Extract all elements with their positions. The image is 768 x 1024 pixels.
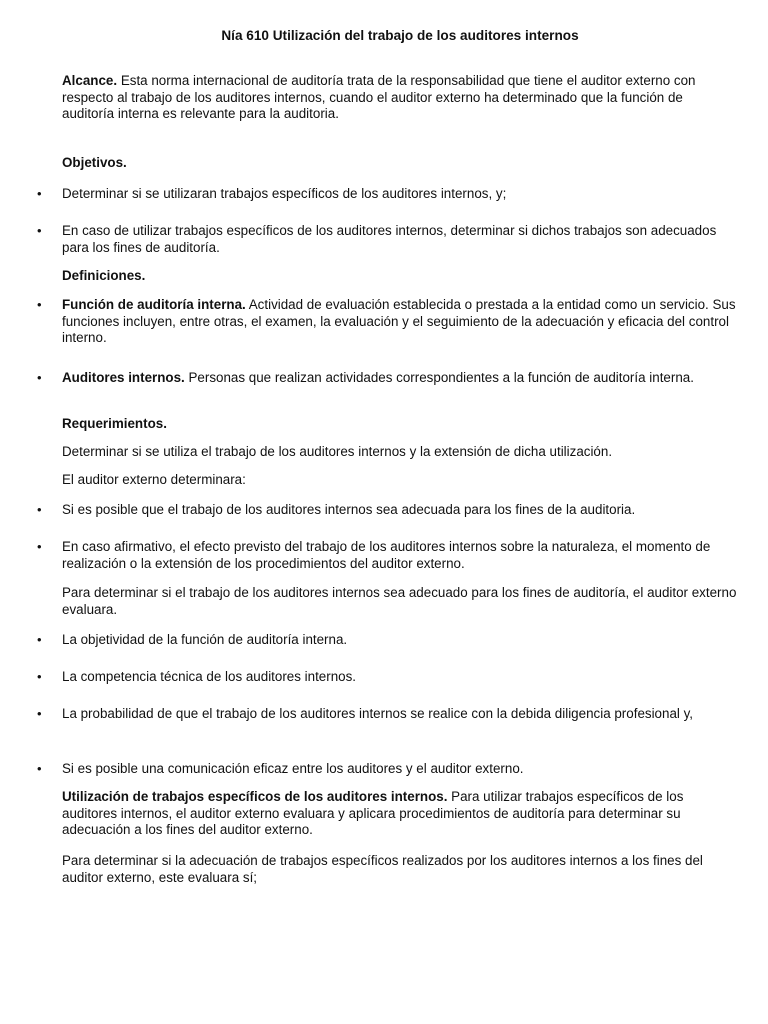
bullet-icon: • xyxy=(37,669,42,684)
list-item xyxy=(37,370,742,387)
list-item-text: La objetividad de la función de auditoría interna. xyxy=(62,632,348,647)
definition-text: Actividad de evaluación establecida o prestada a la entidad como un servicio. Sus funciones incluyen, entre otras, el examen, la evaluación y el seguimiento de la adecuación y eficacia del control interno. xyxy=(62,297,736,346)
requerimientos-heading: Requerimientos. xyxy=(62,416,167,431)
alcance-paragraph xyxy=(62,73,732,123)
definiciones-heading: Definiciones. xyxy=(62,268,146,283)
bullet-icon: • xyxy=(37,706,42,721)
paragraph: Determinar si se utiliza el trabajo de los auditores internos y la extensión de dicha utilización. xyxy=(62,444,613,459)
list-item-text: Determinar si se utilizaran trabajos específicos de los auditores internos, y; xyxy=(62,186,507,201)
paragraph: Para determinar si el trabajo de los auditores internos sea adecuado para los fines de auditoría, el auditor externo evaluara. xyxy=(62,585,737,617)
bullet-icon: • xyxy=(37,297,42,312)
paragraph: Para determinar si la adecuación de trabajos específicos realizados por los auditores internos a los fines del auditor externo, este evaluara sí; xyxy=(62,853,703,885)
list-item xyxy=(37,186,742,203)
list-item-text: Si es posible que el trabajo de los auditores internos sea adecuada para los fines de la auditoria. xyxy=(62,502,636,517)
bullet-icon: • xyxy=(37,761,42,776)
alcance-text: Esta norma internacional de auditoría trata de la responsabilidad que tiene el auditor externo con respecto al trabajo de los auditores internos, cuando el auditor externo ha determinado que la función de auditoría interna es relevante para la auditoria. xyxy=(62,73,696,122)
bullet-icon: • xyxy=(37,370,42,385)
list-item xyxy=(37,502,742,519)
bullet-icon: • xyxy=(37,539,42,554)
utilizacion-label: Utilización de trabajos específicos de los auditores internos. xyxy=(62,789,448,804)
bullet-icon: • xyxy=(37,632,42,647)
list-item-text: Si es posible una comunicación eficaz entre los auditores y el auditor externo. xyxy=(62,761,524,776)
list-item xyxy=(37,297,742,347)
utilizacion-paragraph xyxy=(62,789,742,839)
list-item xyxy=(37,706,742,723)
list-item xyxy=(37,761,742,778)
paragraph: El auditor externo determinara: xyxy=(62,472,246,487)
utilizacion-text: Para utilizar trabajos específicos de los auditores internos, el auditor externo evaluara y aplicara procedimientos de auditoría para determinar su adecuación a los fines del auditor externo. xyxy=(62,789,684,838)
alcance-label: Alcance. xyxy=(62,73,118,88)
bullet-icon: • xyxy=(37,223,42,238)
list-item xyxy=(37,223,742,256)
list-item-text: En caso afirmativo, el efecto previsto del trabajo de los auditores internos sobre la naturaleza, el momento de realización o la extensión de los procedimientos del auditor externo. xyxy=(62,539,711,571)
list-item-text: La probabilidad de que el trabajo de los auditores internos se realice con la debida diligencia profesional y, xyxy=(62,706,694,721)
definition-term: Función de auditoría interna. xyxy=(62,297,246,312)
bullet-icon: • xyxy=(37,186,42,201)
list-item-text: La competencia técnica de los auditores internos. xyxy=(62,669,357,684)
list-item xyxy=(37,632,742,649)
list-item xyxy=(37,669,742,686)
list-item-text: En caso de utilizar trabajos específicos de los auditores internos, determinar si dichos trabajos son adecuados para los fines de auditoría. xyxy=(62,223,717,255)
definition-term: Auditores internos. xyxy=(62,370,185,385)
document-title: Nía 610 Utilización del trabajo de los auditores internos xyxy=(221,28,579,43)
definition-text: Personas que realizan actividades correspondientes a la función de auditoría interna. xyxy=(184,370,694,385)
list-item xyxy=(37,539,742,572)
objetivos-heading: Objetivos. xyxy=(62,155,127,170)
bullet-icon: • xyxy=(37,502,42,517)
